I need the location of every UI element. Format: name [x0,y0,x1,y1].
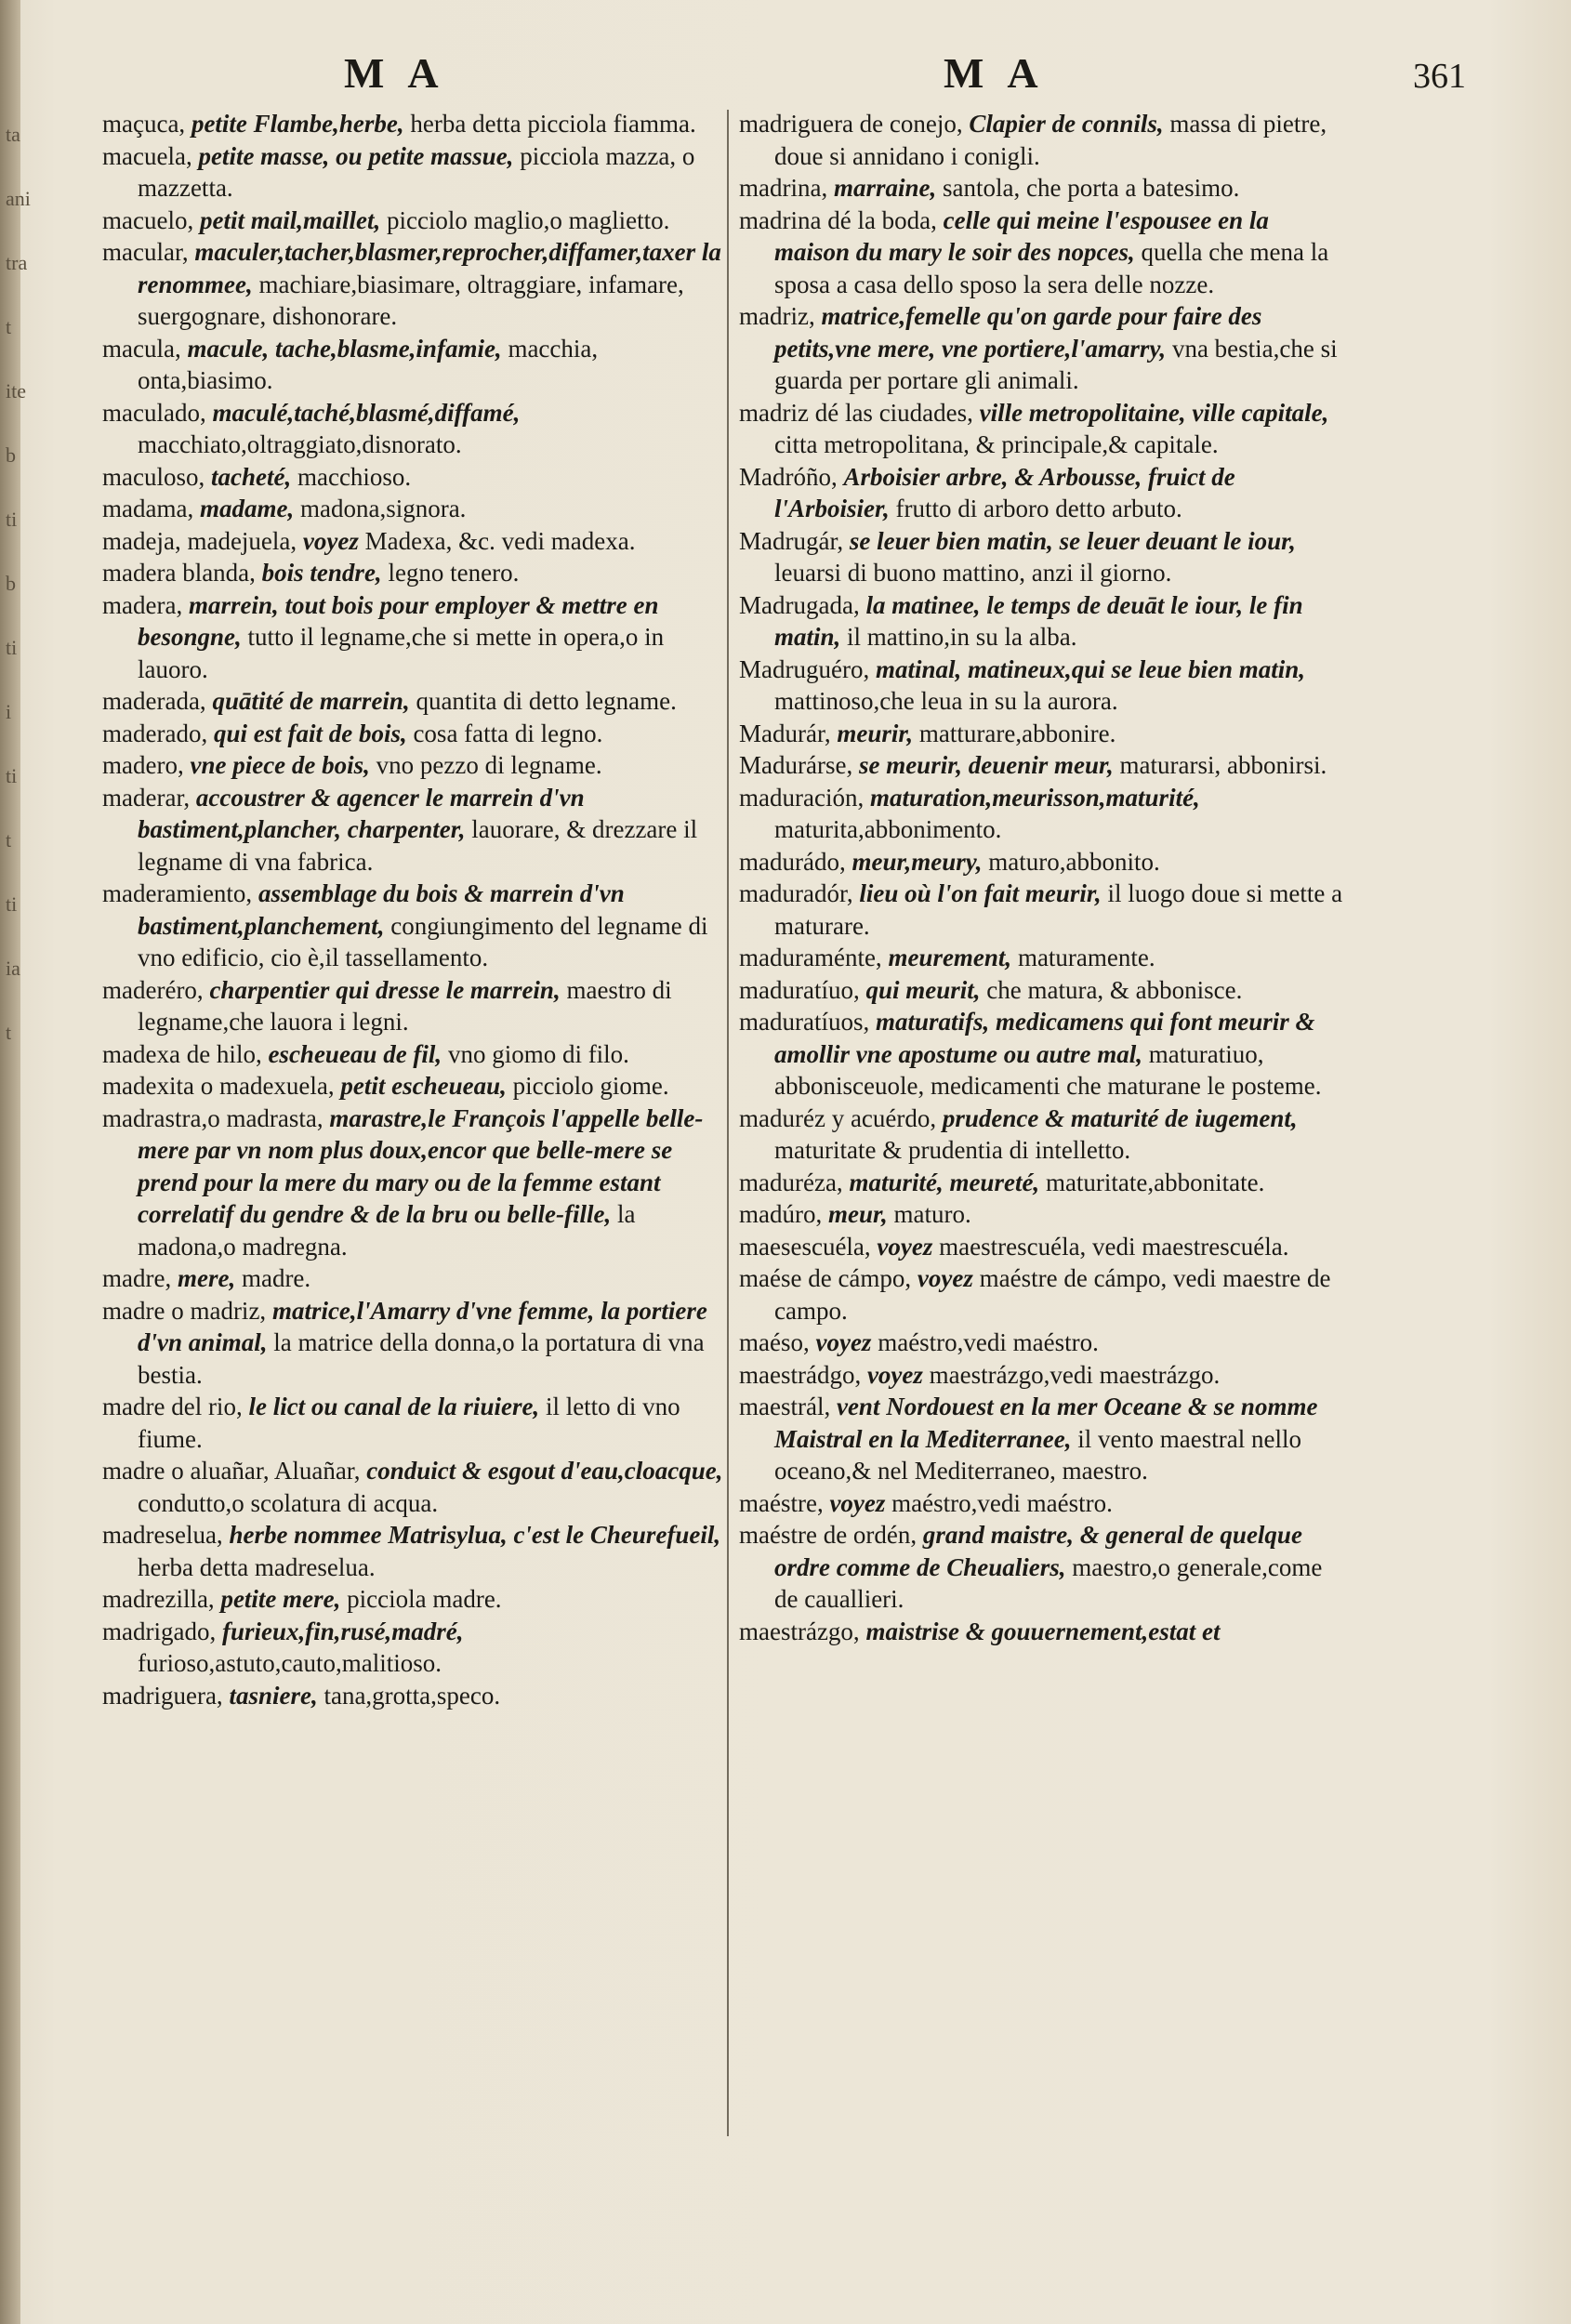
entry-headword: Madrugada, [739,590,860,619]
entry-headword: madre del rio, [102,1393,243,1420]
entry-headword: Madróño, [739,462,838,491]
entry-french: maculé,taché,blasmé,diffamé, [212,398,521,427]
entry-headword: madama, [102,495,194,522]
dictionary-entry [102,1519,725,1583]
entry-italian: il luogo doue si mette a maturare. [774,879,1343,940]
entry-french: voyez [917,1264,973,1292]
entry-italian: massa di pietre, doue si annidano i conigli. [774,110,1327,170]
entry-french: ville metropolitaine, ville capitale, [979,398,1329,427]
entry-french: voyez [302,526,359,555]
entry-italian: furioso,astuto,cauto,malitioso. [138,1649,442,1677]
entry-italian: quantita di detto legname. [416,687,677,715]
dictionary-entry [102,1455,725,1519]
entry-italian: vno pezzo di legname. [376,751,602,779]
dictionary-entry [739,1327,1343,1359]
entry-headword: macuelo, [102,205,194,234]
entry-italian: quella che mena la sposa a casa dello sposo la sera delle nozze. [774,238,1329,298]
dictionary-entry [102,974,725,1038]
entry-italian: lauorare, & drezzare il legname di vna fabrica. [138,815,698,876]
entry-french: la matinee, le temps de deuāt le iour, le fin matin, [774,590,1303,651]
entry-headword: maculado, [102,398,206,427]
entry-headword: madurádo, [739,847,846,876]
running-head-right: M A [944,49,1046,97]
entry-headword: maduratíuo, [739,975,860,1004]
entry-italian: madona,signora. [299,495,467,522]
dictionary-entry [739,1262,1343,1327]
entry-french: vne piece de bois, [190,751,370,779]
entry-italian: il vento maestral nello oceano,& nel Mediterraneo, maestro. [774,1424,1301,1485]
dictionary-entry [739,1198,1343,1231]
dictionary-entry [739,749,1343,782]
entry-headword: madera, [102,590,183,619]
entry-french: Clapier de connils, [969,110,1164,138]
dictionary-entry [102,525,725,558]
entry-headword: maderéro, [102,975,204,1004]
entry-french: matrice,femelle qu'on garde pour faire des petits,vne mere, vne portiere,l'amarry, [774,302,1262,363]
dictionary-entry [102,1070,725,1103]
entry-headword: maestrázgo, [739,1617,860,1645]
entry-headword: macula, [102,334,181,363]
entry-italian: vno giomo di filo. [447,1039,629,1068]
entry-french: se meurir, deuenir meur, [858,751,1114,779]
entry-french: bois tendre, [261,559,382,587]
entry-headword: madrina, [739,174,828,202]
entry-italian: tana,grotta,speco. [323,1681,501,1710]
entry-italian: picciola mazza, o mazzetta. [138,141,695,202]
entry-italian: macchiato,oltraggiato,disnorato. [138,430,462,458]
entry-french: assemblage du bois & marrein d'vn bastiment,planchement, [138,879,625,940]
entry-italian: maturita,abbonimento. [774,815,1002,843]
dictionary-entry [739,205,1343,301]
entry-french: voyez [829,1488,886,1517]
dictionary-entry [739,718,1343,750]
dictionary-entry [102,1391,725,1455]
entry-italian: maturo. [893,1200,971,1228]
entry-french: marrein, tout bois pour employer & mettre en besongne, [138,590,659,651]
entry-italian: maestrázgo,vedi maestrázgo. [929,1360,1221,1389]
entry-italian: tutto il legname,che si mette in opera,o in lauoro. [138,623,665,683]
dictionary-entry [739,974,1343,1007]
entry-italian: madre. [241,1264,311,1292]
dictionary-entry [739,942,1343,974]
entry-french: tacheté, [210,462,292,491]
dictionary-entry [739,1391,1343,1487]
entry-headword: madriz, [739,302,815,330]
margin-mark: ti [6,508,18,531]
entry-headword: maesescuéla, [739,1232,871,1261]
entry-headword: madreselua, [102,1521,223,1549]
entry-french: tasniere, [229,1681,318,1710]
entry-headword: maçuca, [102,110,186,138]
entry-french: qui est fait de bois, [213,719,407,747]
column-divider [727,110,729,2136]
margin-marks [6,102,31,1064]
entry-italian: macchia, onta,biasimo. [138,334,599,394]
entry-french: meur, [827,1200,888,1228]
dictionary-entry [739,1006,1343,1103]
entry-italian: la madona,o madregna. [138,1200,636,1261]
entry-headword: madrastra,o madrasta, [102,1103,323,1132]
entry-french: prudence & maturité de iugement, [942,1103,1298,1132]
dictionary-entry [102,108,725,140]
entry-italian: il mattino,in su la alba. [847,623,1077,651]
entry-french: voyez [877,1232,933,1261]
entry-french: meurir, [837,719,914,747]
entry-headword: maduratíuos, [739,1008,870,1036]
entry-french: matrice,l'Amarry d'vne femme, la portiere d'vn animal, [138,1296,707,1356]
dictionary-entry [739,1167,1343,1199]
entry-headword: maculoso, [102,462,205,491]
dictionary-entry [739,1359,1343,1392]
dictionary-entry [102,397,725,461]
margin-mark: ite [6,379,26,403]
running-head-left: M A [344,49,446,97]
entry-french: Arboisier arbre, & Arbousse, fruict de l'Arboisier, [774,462,1235,522]
dictionary-entry [102,461,725,494]
entry-french: meurement, [888,944,1012,971]
entry-french: petite Flambe,herbe, [191,110,404,138]
margin-mark: t [6,828,12,852]
entry-french: herbe nommee Matrisylua, c'est le Cheurefueil, [229,1521,721,1549]
entry-french: celle qui meine l'espousee en la maison du mary le soir des nopces, [774,205,1269,266]
entry-french: voyez [815,1328,872,1356]
entry-italian: legno tenero. [388,559,520,587]
entry-headword: maestrádgo, [739,1360,862,1389]
margin-mark: b [6,572,16,595]
entry-french: le lict ou canal de la riuiere, [248,1393,540,1420]
entry-french: maistrise & gouuernement,estat et [865,1617,1221,1645]
entry-french: mere, [177,1264,236,1292]
entry-french: grand maistre, & general de quelque ordre comme de Cheualiers, [774,1521,1302,1581]
dictionary-entry [739,1487,1343,1520]
entry-headword: madriguera, [102,1681,223,1710]
entry-french: macule, tache,blasme,infamie, [187,334,502,363]
entry-italian: leuarsi di buono mattino, anzi il giorno. [774,559,1172,587]
entry-french: lieu où l'on fait meurir, [859,879,1102,907]
entry-italian: Madexa, &c. vedi madexa. [364,526,636,555]
entry-french: petit mail,maillet, [199,205,381,234]
dictionary-entry [102,1038,725,1071]
entry-italian: macchioso. [297,462,412,491]
entry-french: madame, [199,495,295,522]
margin-mark: ti [6,892,18,916]
entry-italian: condutto,o scolatura di acqua. [138,1488,439,1517]
page-number: 361 [1413,57,1466,96]
entry-french: qui meurit, [865,975,981,1004]
entry-headword: Madrugár, [739,526,844,555]
dictionary-entry [102,205,725,237]
dictionary-entry [739,397,1343,461]
dictionary-entry [102,140,725,205]
entry-headword: madrezilla, [102,1585,215,1613]
entry-french: maculer,tacher,blasmer,reprocher,diffamer,taxer la renommee, [138,238,721,298]
dictionary-entry [102,1680,725,1712]
dictionary-entry [102,782,725,878]
entry-french: escheueau de fil, [268,1039,442,1068]
entry-italian: herba detta madreselua. [138,1552,376,1581]
dictionary-entry [102,1103,725,1263]
entry-italian: cosa fatta di legno. [413,719,603,747]
margin-mark: ani [6,187,31,210]
entry-headword: Madruguéro, [739,654,870,683]
entry-headword: maéstre de ordén, [739,1521,918,1549]
entry-french: quātité de marrein, [212,687,410,715]
dictionary-entry [739,589,1343,654]
entry-italian: maturatiuo, abbonisceuole, medicamenti che maturane le posteme. [774,1039,1322,1100]
entry-italian: congiungimento del legname di vno edificio, cio è,il tassellamento. [138,911,708,971]
entry-headword: Madurár, [739,719,831,747]
entry-italian: il letto di vno fiume. [138,1393,680,1453]
entry-headword: madexita o madexuela, [102,1072,335,1100]
entry-italian: machiare,biasimare, oltraggiare, infamare, suergognare, dishonorare. [138,270,684,330]
entry-italian: maestro,o generale,come de cauallieri. [774,1552,1323,1613]
entry-headword: maderada, [102,687,206,715]
dictionary-entry [102,1295,725,1392]
entry-headword: madera blanda, [102,559,256,587]
margin-mark: ia [6,957,20,980]
dictionary-entry [739,846,1343,878]
dictionary-entry [739,1519,1343,1616]
entry-italian: maturitate & prudentia di intelletto. [774,1136,1131,1164]
entry-headword: maestrál, [739,1393,831,1420]
dictionary-entry [102,557,725,589]
dictionary-entry [102,589,725,686]
entry-headword: madrigado, [102,1617,217,1645]
dictionary-entry [739,1231,1343,1263]
dictionary-entry [739,782,1343,846]
entry-headword: maduradór, [739,879,853,907]
entry-headword: maderado, [102,719,208,747]
entry-headword: maduréz y acuérdo, [739,1103,937,1132]
entry-italian: picciolo giome. [512,1072,669,1100]
entry-headword: madeja, madejuela, [102,526,297,555]
entry-headword: macuela, [102,141,192,170]
entry-french: petite masse, ou petite massue, [198,141,514,170]
entry-headword: madre o aluañar, Aluañar, [102,1457,361,1485]
dictionary-entry [739,172,1343,205]
left-column [102,108,725,1711]
dictionary-entry [102,878,725,974]
dictionary-entry [102,749,725,782]
dictionary-entry [102,493,725,525]
entry-headword: madriguera de conejo, [739,110,963,138]
dictionary-entry [739,1103,1343,1167]
entry-italian: maturamente. [1017,944,1155,971]
dictionary-entry [102,685,725,718]
entry-headword: madre o madriz, [102,1296,267,1325]
dictionary-entry [102,333,725,397]
dictionary-entry [739,461,1343,525]
entry-headword: macular, [102,238,189,266]
entry-italian: che matura, & abbonisce. [986,975,1243,1004]
dictionary-entry [739,654,1343,718]
entry-french: vent Nordouest en la mer Oceane & se nomme Maistral en la Mediterranee, [774,1393,1318,1453]
entry-headword: maéstre, [739,1488,824,1517]
entry-italian: picciola madre. [347,1585,502,1613]
entry-italian: maestrescuéla, vedi maestrescuéla. [939,1232,1289,1261]
entry-headword: madriz dé las ciudades, [739,398,973,427]
margin-mark: ti [6,764,18,787]
entry-italian: frutto di arboro detto arbuto. [895,495,1182,522]
entry-italian: la matrice della donna,o la portatura di vna bestia. [138,1328,705,1389]
entry-french: maturation,meurisson,maturité, [869,783,1200,812]
entry-french: maturatifs, medicamens qui font meurir & amollir vne apostume ou autre mal, [774,1008,1315,1068]
dictionary-entry [739,108,1343,172]
dictionary-entry [102,1262,725,1295]
entry-italian: herba detta picciola fiamma. [410,110,696,138]
entry-italian: vna bestia,che si guarda per portare gli animali. [774,334,1338,394]
margin-mark: ti [6,636,18,659]
margin-mark: b [6,443,16,467]
entry-italian: citta metropolitana, & principale,& capitale. [774,430,1219,458]
entry-headword: madúro, [739,1200,823,1228]
dictionary-entry [102,718,725,750]
margin-mark: ta [6,123,20,146]
entry-italian: mattinoso,che leua in su la aurora. [774,687,1118,715]
entry-french: voyez [866,1360,923,1389]
entry-french: petit escheueau, [340,1072,507,1100]
entry-french: furieux,fin,rusé,madré, [221,1617,464,1645]
margin-mark: t [6,1021,12,1044]
dictionary-entry [739,878,1343,942]
entry-french: petite mere, [220,1585,341,1613]
entry-french: marastre,le François l'appelle belle-mere par vn nom plus doux,encor que belle-mere se prend pour la mere du mary ou de la femme estant correlatif du gendre & de la bru ou belle-fille, [138,1103,704,1228]
entry-headword: maderamiento, [102,879,253,907]
dictionary-entry [102,236,725,333]
entry-headword: madre, [102,1264,172,1292]
entry-french: charpentier qui dresse le marrein, [209,975,561,1004]
entry-italian: maturitate,abbonitate. [1045,1168,1265,1196]
entry-italian: maestro di legname,che lauora i legni. [138,975,672,1036]
entry-italian: picciolo maglio,o maglietto. [386,205,670,234]
right-column [739,108,1343,1647]
dictionary-entry [739,1616,1343,1648]
dictionary-entry [102,1583,725,1616]
entry-italian: matturare,abbonire. [918,719,1116,747]
margin-mark: tra [6,251,28,274]
entry-headword: maéso, [739,1328,810,1356]
entry-french: maturité, meureté, [849,1168,1040,1196]
entry-italian: maéstro,vedi maéstro. [891,1488,1113,1517]
entry-headword: maduréza, [739,1168,843,1196]
entry-headword: Madurárse, [739,751,853,779]
dictionary-entry [739,525,1343,589]
entry-italian: maturo,abbonito. [988,847,1160,876]
entry-headword: maduraménte, [739,944,882,971]
entry-headword: madrina dé la boda, [739,205,937,234]
entry-headword: maése de cámpo, [739,1264,912,1292]
dictionary-entry [739,300,1343,397]
entry-headword: madero, [102,751,184,779]
entry-italian: maéstre de cámpo, vedi maestre de campo. [774,1264,1331,1325]
entry-french: accoustrer & agencer le marrein d'vn bastiment,plancher, charpenter, [138,783,585,843]
entry-french: marraine, [833,174,937,202]
entry-french: matinal, matineux,qui se leue bien matin, [875,654,1306,683]
entry-italian: santola, che porta a batesimo. [943,174,1240,202]
entry-french: se leuer bien matin, se leuer deuant le iour, [849,526,1296,555]
entry-headword: maderar, [102,783,191,812]
entry-italian: maéstro,vedi maéstro. [878,1328,1099,1356]
entry-italian: maturarsi, abbonirsi. [1119,751,1327,779]
entry-french: conduict & esgout d'eau,cloacque, [366,1457,723,1485]
margin-mark: i [6,700,12,723]
margin-mark: t [6,315,12,338]
entry-headword: madexa de hilo, [102,1039,262,1068]
entry-headword: maduración, [739,783,865,812]
entry-french: meur,meury, [852,847,983,876]
dictionary-entry [102,1616,725,1680]
